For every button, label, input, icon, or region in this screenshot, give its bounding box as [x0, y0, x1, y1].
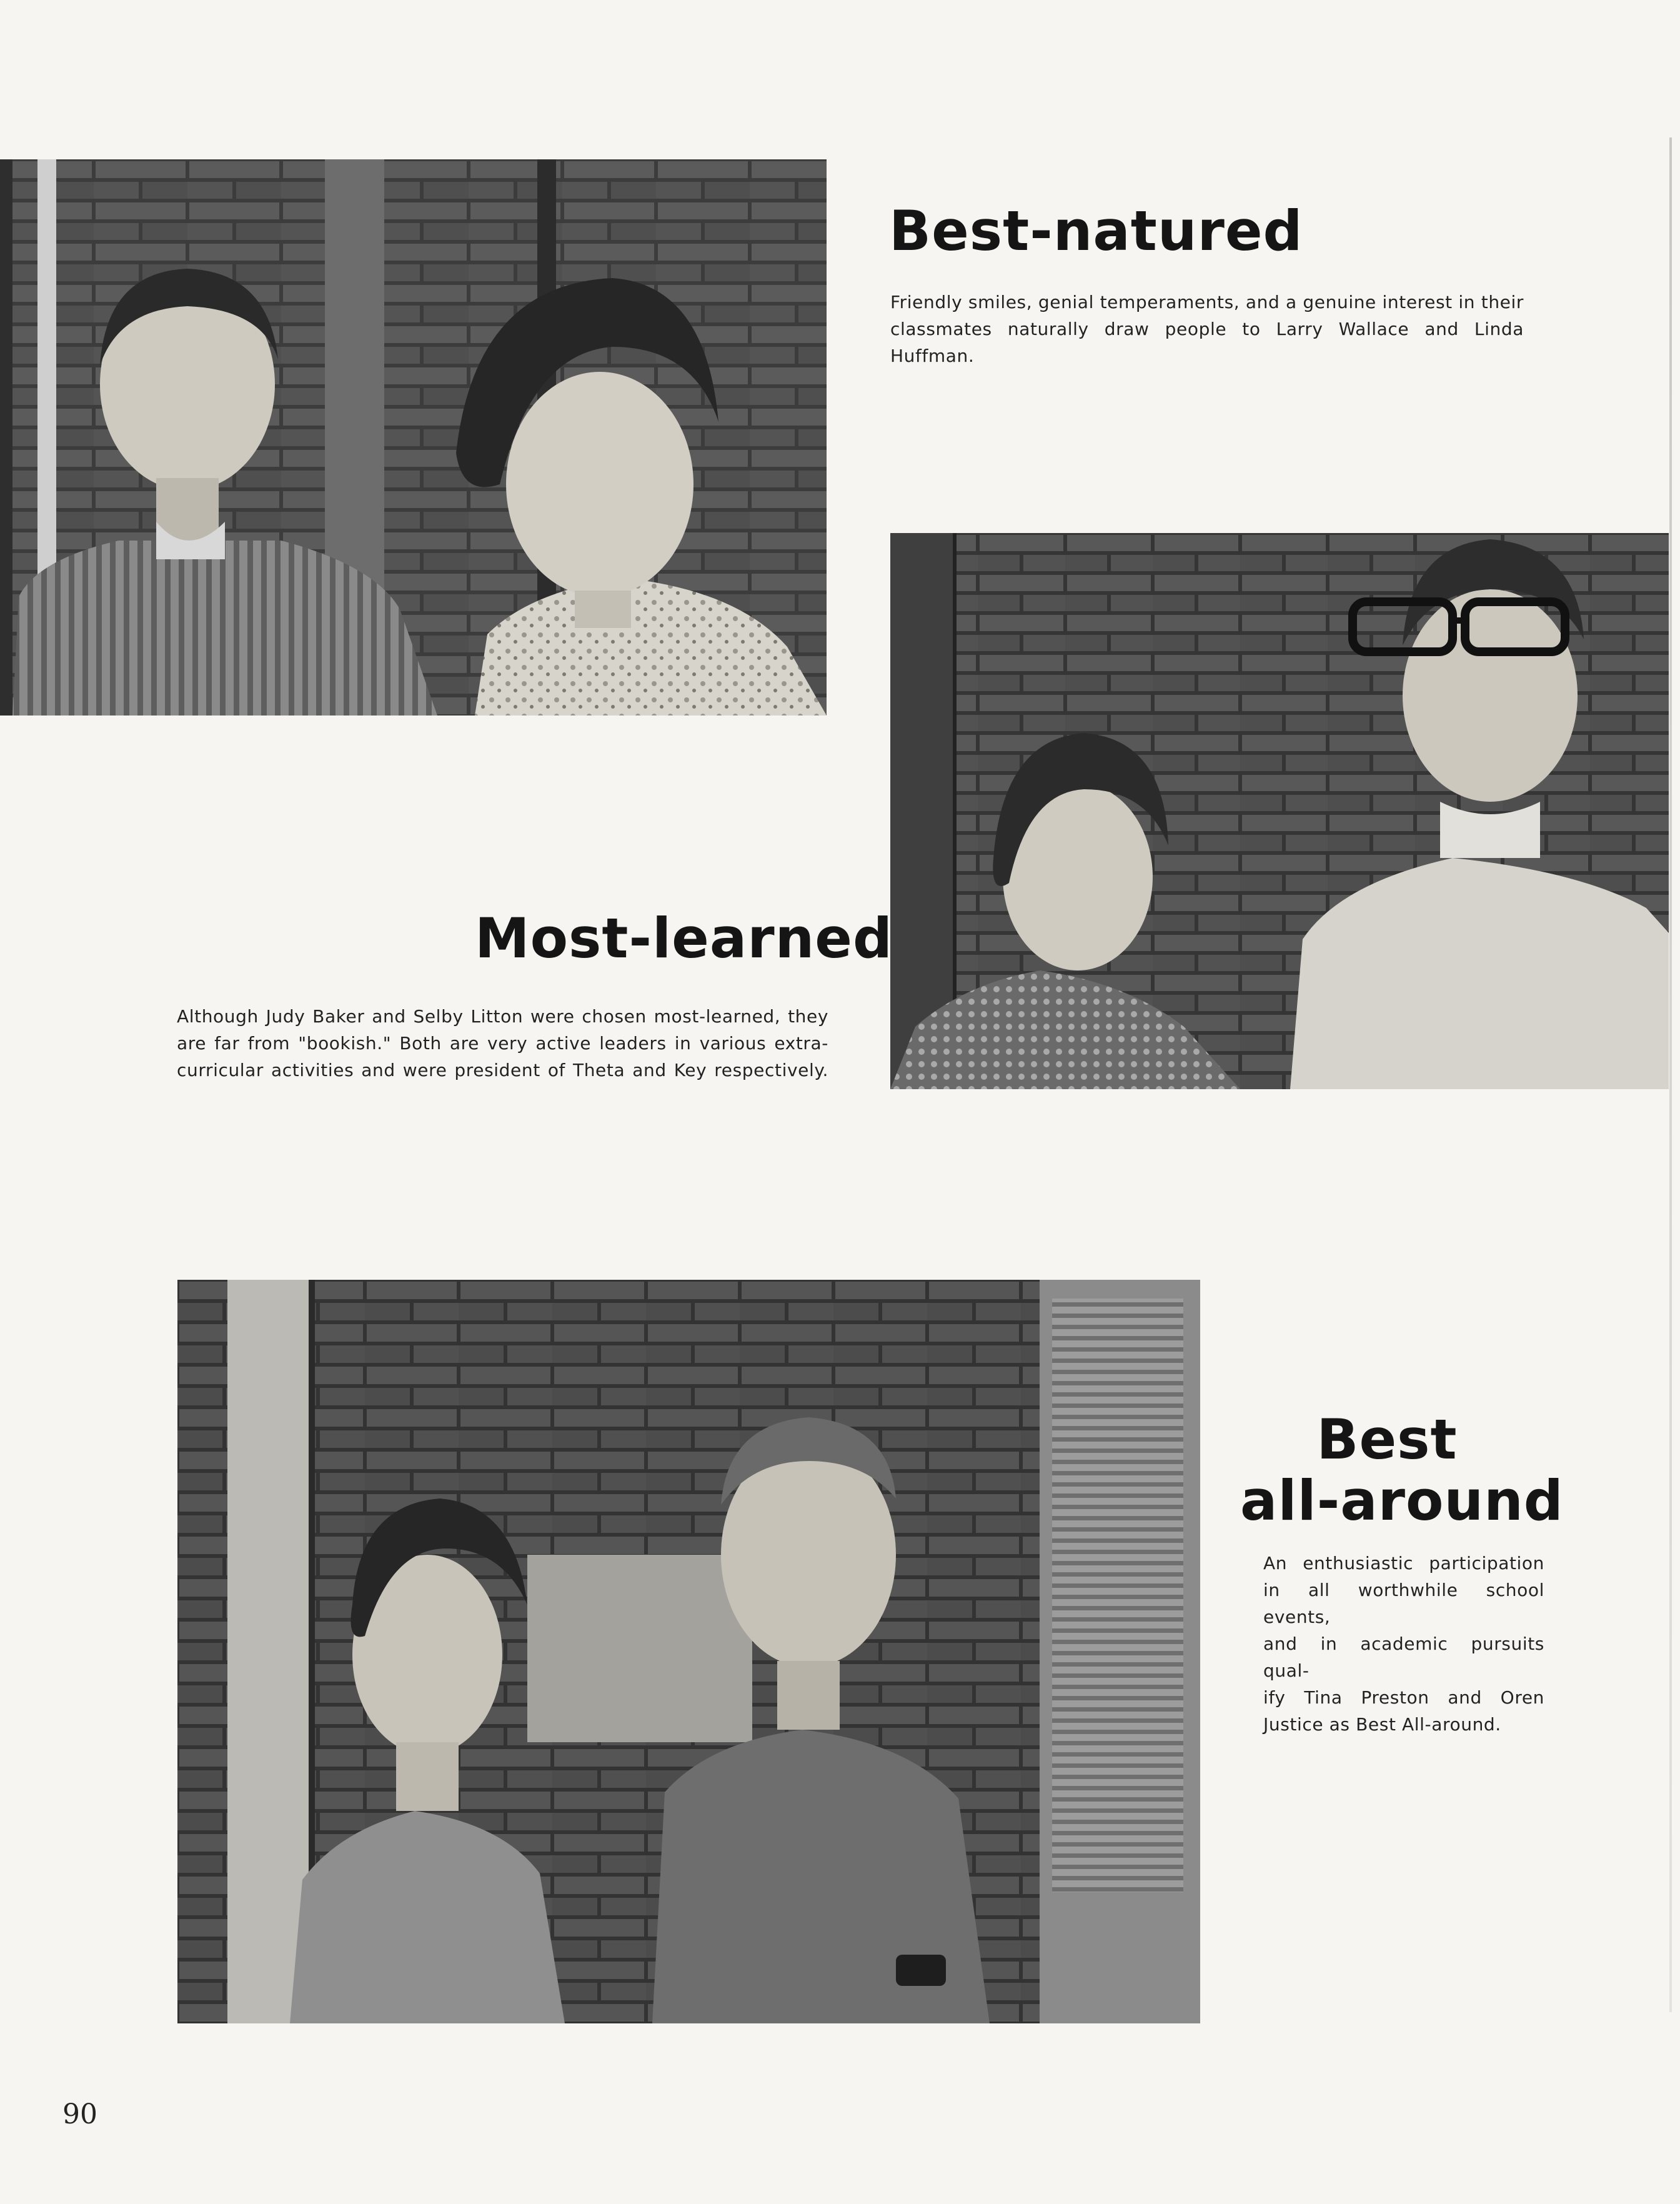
- photo-best-all-around-image: [177, 1280, 1200, 2023]
- best-natured-caption-line: classmates naturally draw people to Larry Wallace and Linda Huffman.: [890, 319, 1524, 366]
- page-number: 90: [62, 2098, 97, 2130]
- best-all-around-title-line: Best: [1316, 1407, 1458, 1472]
- best-all-around-caption-line: ify Tina Preston and Oren: [1263, 1687, 1544, 1708]
- photo-most-learned: [890, 533, 1669, 1089]
- best-all-around-caption-line: An enthusiastic participation: [1263, 1553, 1544, 1573]
- most-learned-caption-line: are far from "bookish." Both are very active leaders in various extra-: [177, 1033, 828, 1054]
- best-all-around-title: [1240, 1407, 1564, 1533]
- page-edge: [1669, 137, 1672, 2012]
- photo-most-learned-image: [890, 533, 1669, 1089]
- best-all-around-caption-line: Justice as Best All-around.: [1263, 1714, 1501, 1735]
- best-all-around-caption: [1263, 1550, 1544, 1738]
- best-natured-caption-line: Friendly smiles, genial temperaments, and a genuine interest in their: [890, 292, 1524, 312]
- photo-best-all-around: [177, 1280, 1200, 2023]
- photo-best-natured-image: [0, 159, 827, 716]
- best-natured-title: Best-natured: [889, 199, 1303, 263]
- best-natured-caption: [890, 289, 1524, 369]
- best-all-around-caption-line: and in academic pursuits qual-: [1263, 1633, 1544, 1681]
- best-all-around-caption-line: in all worthwhile school events,: [1263, 1580, 1544, 1627]
- most-learned-caption-line: Although Judy Baker and Selby Litton were chosen most-learned, they: [177, 1006, 828, 1027]
- most-learned-title: Most-learned: [475, 906, 893, 970]
- most-learned-caption: [177, 1003, 828, 1084]
- best-all-around-title-line: all-around: [1240, 1469, 1564, 1533]
- most-learned-caption-line: curricular activities and were president of Theta and Key respectively.: [177, 1060, 828, 1080]
- photo-best-natured: [0, 159, 827, 716]
